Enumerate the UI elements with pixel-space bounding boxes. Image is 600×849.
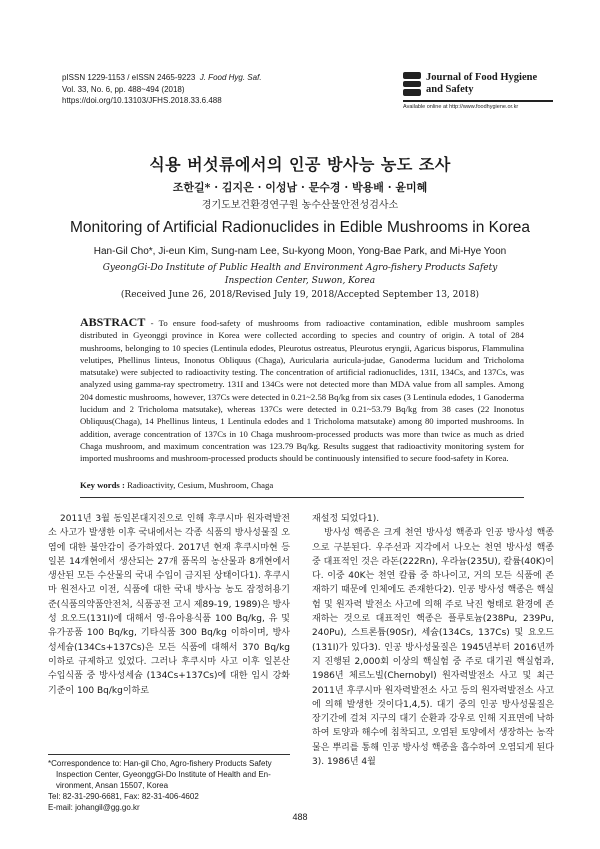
journal-abbrev: J. Food Hyg. Saf.: [199, 73, 262, 82]
affiliation-english: [0, 262, 600, 288]
footnote-line: vironment, Ansan 15507, Korea: [56, 781, 169, 790]
authors-english: Han-Gil Cho*, Ji-eun Kim, Sung-nam Lee, Su-kyong Moon, Yong-Bae Park, and Mi-Hye Yoon: [93, 246, 507, 257]
title-korean: 식용 버섯류에서의 인공 방사능 농도 조사: [149, 155, 451, 174]
keywords: [80, 480, 273, 490]
affiliation-korean: 경기도보건환경연구원 농수산물안전성검사소: [201, 200, 399, 211]
keywords-label: Key words :: [80, 480, 125, 490]
abstract-divider: [80, 497, 524, 498]
volume-line: Vol. 33, No. 6, pp. 488~494 (2018): [62, 84, 185, 94]
doi-link[interactable]: https://doi.org/10.13103/JFHS.2018.33.6.488: [62, 96, 222, 105]
authors-korean: 조한길* · 김지은 · 이성남 · 문수경 · 박용배 · 윤미혜: [172, 181, 428, 194]
body-paragraph: 재설정 되었다1).: [312, 514, 380, 524]
footnote-line: Inspection Center, GyeonggGi-Do Institute of Health and En-: [56, 770, 271, 779]
affiliation-english-line2: Inspection Center, Suwon, Korea: [224, 276, 376, 286]
affiliation-english-line1: GyeongGi-Do Institute of Public Health and Environment Agro-fishery Products Safety: [102, 263, 498, 273]
footnote-email[interactable]: E-mail: johangil@gg.go.kr: [48, 803, 140, 812]
body-column-left: [48, 512, 290, 742]
keywords-text: Radioactivity, Cesium, Mushroom, Chaga: [124, 480, 274, 490]
footnote-line: *Correspondence to: Han-gil Cho, Agro-fishery Products Safety: [48, 759, 272, 768]
journal-title-line1: Journal of Food Hygiene: [426, 72, 538, 83]
page-number: 488: [292, 812, 308, 822]
abstract-text: - To ensure food-safety of mushrooms from radioactive contamination, edible mushroom samples distributed in Gyeonggi province in Korea were collected according to species and country of origin. A total of 284 mushrooms, belonging to 10 species (Lentinula edodes, Pleurotus ostreatus, Pleurotus eryngii, Agaricus bisporus, Flammulina velutipes, Phellinus linteus, Inonotus Obliquus (Chaga), Auricularia auricula-judae, Ganoderma lucidum and Tricholoma matsutake) were subjected to radioactivity testing. The concentration of artificial radionuclides, 131I, 134Cs, and 137Cs, was analyzed using gamma-ray spectrometry. 131I and 134Cs were not detected more than MDA value from all samples. Among 204 domestic mushrooms, however, 137Cs were detected in 0.21~2.58 Bq/kg from six cases (3 Lentinula edodes, 1 Ganoderma lucidum and 2 Tricholoma matsutake), whereas 137Cs were detected in 0.21~53.79 Bq/kg from 38 cases (22 Inonotus Obliquus(Chaga), 14 Phellinus linteus, 1 Lentinula edodes and 1 Tricholoma matsutake) among 80 imported mushrooms. In addition, average concentration of 137Cs in 10 Chaga mushroom-processed products was more than twice as much as dried Chaga mushroom, and maximum concentration was 123.79 Bq/kg. Results suggest that radioactivity monitoring system for imported mushrooms and mushroom-processed products should be continuously intensified to secure food-safety in Korea.: [80, 318, 524, 464]
footnote-tel: Tel: 82-31-290-6681, Fax: 82-31-406-4602: [48, 792, 199, 801]
received-dates: (Received June 26, 2018/Revised July 19, 2018/Accepted September 13, 2018): [120, 290, 480, 300]
title-english: Monitoring of Artificial Radionuclides in Edible Mushrooms in Korea: [69, 219, 531, 236]
journal-title-line2: and Safety: [426, 84, 474, 95]
logo-divider: [403, 100, 553, 102]
abstract: [80, 316, 524, 465]
abstract-label: ABSTRACT: [80, 315, 146, 329]
available-online[interactable]: Available online at http://www.foodhygiene.or.kr: [403, 103, 519, 110]
footnote-divider: [48, 754, 290, 755]
issn-line: pISSN 1229-1153 / eISSN 2465-9223: [62, 73, 196, 82]
journal-logo-icon: [403, 72, 421, 96]
correspondence-footnote: [48, 758, 298, 813]
journal-header: [62, 72, 262, 107]
body-paragraph: 방사성 핵종은 크게 천연 방사성 핵종과 인공 방사성 핵종으로 구분된다. 우주선과 지각에서 나오는 천연 방사성 핵종 중 대표적인 것은 라돈(222Rn), 우라늄(235U), 칼륨(40K)이다. 이중 40K는 천연 칼륨 중 하나이고, 거의 모든 식품에 존재하기 때문에 인체에도 존재한다2). 인공 방사성 핵종은 핵실험 및 원자력 발전소 사고에 의해 주로 낙진 형태로 환경에 존재하는 것으로 대표적인 핵종은 플루토늄(238Pu, 239Pu, 240Pu), 스트론튬(90Sr), 세슘(134Cs, 137Cs) 및 요오드(131I)가 있다3). 인공 방사성물질은 1945년부터 2016년까지 진행된 2,000회 이상의 핵실험 중 주로 대기권 핵실험과, 1986년 체르노빌(Chernobyl) 원자력발전소 사고 및 최근 2011년 후쿠시마 원자력발전소 사고 등의 원자력발전소 사고에 의해 발생한 것이다1,4,5). 대기 중의 인공 방사성물질은 장기간에 걸쳐 지구의 대기 순환과 강우로 인해 지표면에 낙하하여 토양과 해수에 침착되고, 오염된 토양에서 생장하는 농작물은 뿌리를 통해 인공 방사성 핵종을 흡수하여 오염되게 된다3). 1986년 4월: [312, 528, 554, 768]
journal-logo: [403, 72, 553, 110]
body-column-right: [312, 512, 554, 768]
body-paragraph: 2011년 3월 동일본대지진으로 인해 후쿠시마 원자력발전소 사고가 발생한 이후 국내에서는 각종 식품의 방사성물질 오염에 대한 불안감이 증가하였다. 2017년 현재 후쿠시마현 등 일본 14개현에서 생산되는 27개 품목의 농산물과 8개현에서 생산된 모든 수산물의 국내 수입이 금지된 상태이다1). 후쿠시마 원전사고 이전, 식품에 대한 국내 방사능 농도 잠정허용기준(식품의약품안전처, 식품공전 고시 제89-19, 1989)은 방사성 요오드(131I)에 대해서 영·유아용식품 100 Bq/kg, 유 및 유가공품 100 Bq/kg, 기타식품 300 Bq/kg 이하이며, 방사성세슘(134Cs+137Cs)은 모든 식품에 대해서 370 Bq/kg 이하로 규제하고 있었다. 그러나 후쿠시마 사고 이후 일본산 수입식품 중 방사성세슘 (134Cs+137Cs)에 대한 임시 강화기준이 100 Bq/kg이하로: [48, 514, 290, 696]
